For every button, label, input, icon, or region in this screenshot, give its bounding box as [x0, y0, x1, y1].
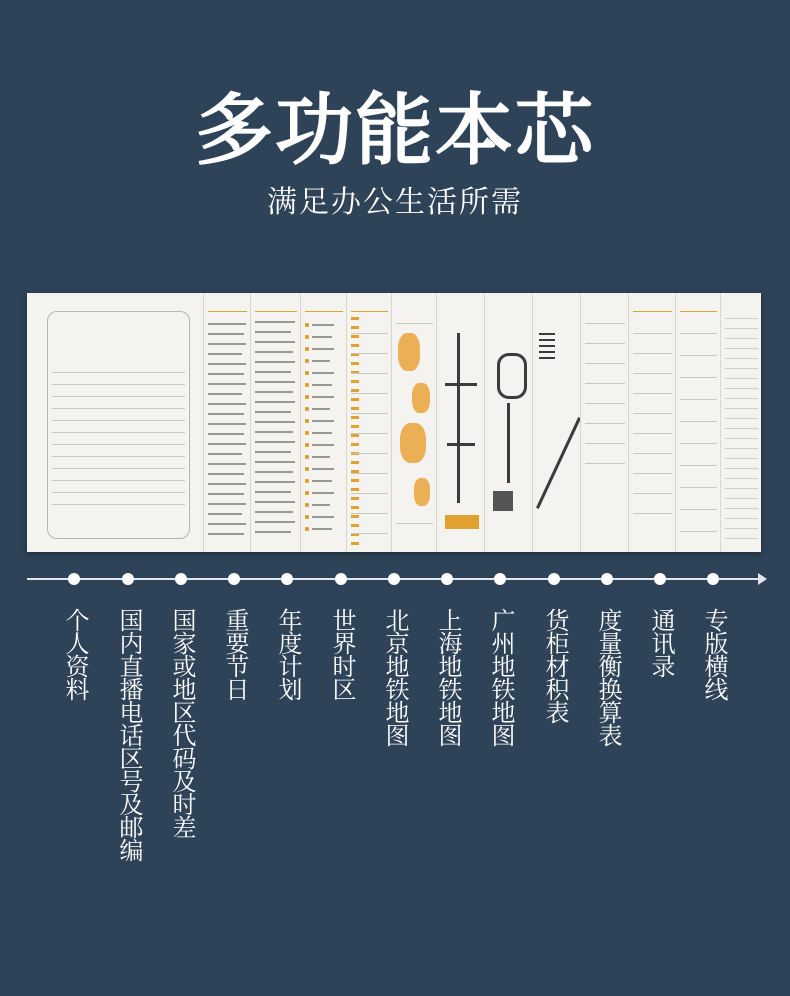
- timeline-dot: [122, 573, 134, 585]
- section-label: 重要节日: [221, 608, 249, 700]
- section-label: 货柜材积表: [541, 608, 569, 723]
- timeline-arrow-icon: [758, 573, 767, 585]
- section-label: 上海地铁地图: [434, 608, 462, 746]
- section-label: 度量衡换算表: [594, 608, 622, 746]
- panel-conversion-table: [628, 293, 676, 552]
- panel-country-codes: [250, 293, 301, 552]
- section-label: 通讯录: [647, 608, 675, 677]
- panel-shanghai-subway: [484, 293, 533, 552]
- timeline-dot: [601, 573, 613, 585]
- timeline-dot: [281, 573, 293, 585]
- timeline-dot: [335, 573, 347, 585]
- timeline-dot: [548, 573, 560, 585]
- timeline-dot: [228, 573, 240, 585]
- page-subtitle: 满足办公生活所需: [267, 185, 523, 220]
- panel-world-time-zones: [391, 293, 437, 552]
- timeline-dot: [175, 573, 187, 585]
- personal-info-card: [47, 311, 190, 539]
- section-label: 广州地铁地图: [487, 608, 515, 746]
- section-label: 专版横线: [700, 608, 728, 700]
- timeline-dot: [654, 573, 666, 585]
- page-title: 多功能本芯: [194, 86, 595, 176]
- panel-personal-info: [27, 293, 203, 552]
- timeline-dot: [68, 573, 80, 585]
- section-label: 世界时区: [328, 608, 356, 700]
- section-label: 年度计划: [274, 608, 302, 700]
- panel-annual-plan: [346, 293, 392, 552]
- panel-area-codes: [203, 293, 251, 552]
- panel-lined-page: [720, 293, 761, 552]
- timeline-dot: [494, 573, 506, 585]
- section-label: 北京地铁地图: [381, 608, 409, 746]
- section-label: 国内直播电话区号及邮编: [115, 608, 143, 861]
- panel-address-book: [675, 293, 721, 552]
- section-label: 国家或地区代码及时差: [168, 608, 196, 838]
- timeline-dot: [707, 573, 719, 585]
- notebook-pages-preview: [27, 293, 761, 552]
- timeline-dot: [388, 573, 400, 585]
- timeline-dot: [441, 573, 453, 585]
- panel-holidays: [300, 293, 347, 552]
- section-label: 个人资料: [61, 608, 89, 700]
- panel-container-volume: [580, 293, 629, 552]
- panel-beijing-subway: [436, 293, 485, 552]
- panel-guangzhou-subway: [532, 293, 581, 552]
